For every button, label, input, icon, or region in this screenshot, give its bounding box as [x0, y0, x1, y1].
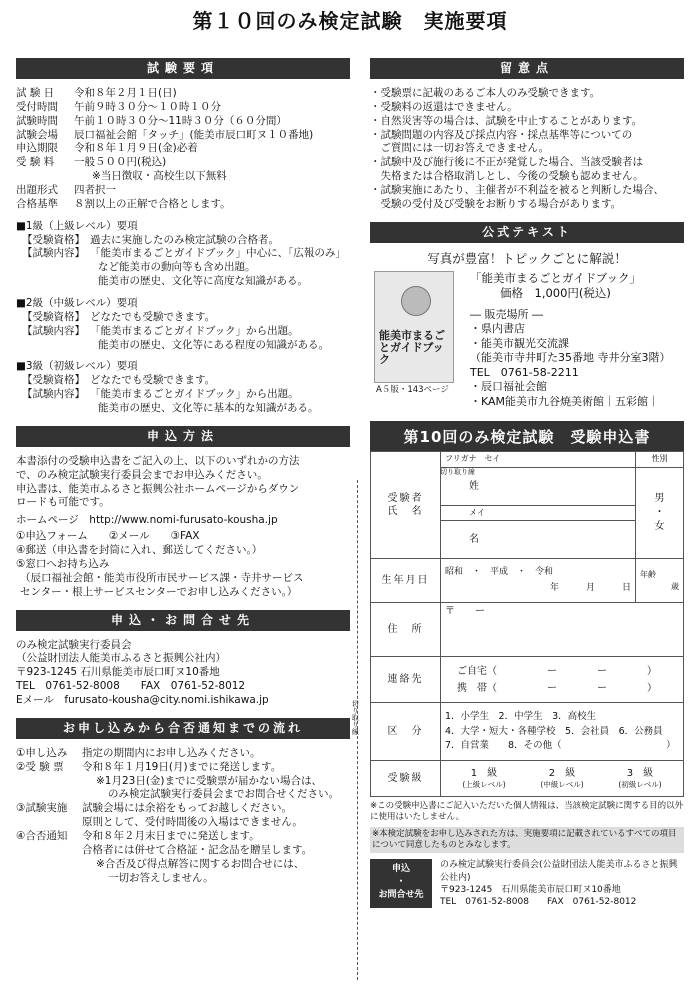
exam-row — [16, 184, 350, 198]
notice-item: ・受験料の返還はできません。 — [370, 100, 518, 113]
flow-row — [16, 761, 350, 775]
levels-section — [16, 220, 350, 416]
content-label — [16, 339, 90, 353]
age-field[interactable] — [636, 559, 684, 603]
footer-text — [432, 859, 684, 908]
level-qual — [16, 234, 350, 248]
apply-methods — [16, 530, 350, 599]
content-label: 【試験内容】 — [22, 324, 85, 337]
exam-key: 出題形式 — [16, 184, 58, 197]
level-option-label: 3 級 — [626, 768, 654, 780]
flow-value: 指定の期間内にお申し込みください。 — [82, 746, 261, 759]
mei-field[interactable] — [441, 521, 636, 559]
content-label — [16, 402, 90, 416]
flow-value: ※合否及び得点解答に関するお問合せには、 — [96, 857, 305, 870]
mascot-icon — [401, 286, 431, 316]
level-option[interactable] — [618, 767, 661, 790]
apply-method: センター・根上サービスセンターでお申し込みください。） — [20, 585, 298, 598]
level-qual — [16, 311, 350, 325]
category-option: 4．大学・短大・各種学校 5．会社員 6．公務員 — [445, 725, 663, 737]
notice-item: ・自然災害等の場合は、試験を中止することがあります。 — [370, 114, 643, 127]
gender-label: 性別 — [636, 452, 684, 468]
notice-item: ・試験問題の内容及び採点内容・採点基準等についての — [370, 128, 633, 141]
exam-table — [16, 87, 350, 212]
footer-line: 〒923-1245 石川県能美市辰口町ヌ10番地 — [440, 884, 621, 895]
content-label — [16, 261, 90, 275]
flow-value: 令和８年１月19日(月)までに発送します。 — [82, 760, 282, 773]
flow-key — [16, 775, 82, 789]
exam-row — [16, 156, 350, 170]
exam-key: 試験時間 — [16, 114, 58, 127]
content-text: 「能美市まるごとガイドブック」から出題。 — [90, 324, 299, 337]
sales-item: ・能美市観光交流課 — [470, 336, 569, 350]
flow-row — [16, 816, 350, 830]
level-option-label: 1 級 — [470, 768, 498, 780]
apply-line: で、のみ検定試験実行委員会までお申込みください。 — [16, 468, 268, 481]
level-content — [16, 339, 350, 353]
form-title: 第10回のみ検定試験 受験申込書 — [370, 421, 684, 451]
level-option-sub: (中級レベル) — [540, 780, 584, 790]
apply-line: 申込書は、能美市ふるさと振興公社ホームページからダウン — [16, 482, 300, 495]
homepage-link[interactable]: ホームページ http://www.nomi-furusato-kousha.jp — [16, 514, 278, 527]
exam-row — [16, 170, 350, 184]
address-field[interactable] — [441, 603, 684, 657]
notice-item: ・受験票に記載のあるご本人のみ受験できます。 — [370, 87, 601, 99]
contact-line: のみ検定試験実行委員会 — [16, 638, 132, 651]
exam-value: 午前９時３０分～１０時１０分 — [74, 100, 221, 113]
exam-key — [16, 170, 74, 184]
flow-row — [16, 802, 350, 816]
category-option: 7．自営業 8．その他（ ） — [445, 739, 676, 751]
level-content — [16, 247, 350, 261]
flow-value: のみ検定試験実行委員会までお問合せください。 — [108, 788, 339, 801]
apply-method: （辰口福祉会館・能美市役所市民サービス課・寺井サービス — [20, 571, 304, 584]
exam-value: 令和８年１月９日(金)必着 — [74, 142, 198, 155]
sales-item: ・KAM能美市九谷焼美術館｜五彩館｜ — [470, 394, 660, 408]
exam-key: 合格基準 — [16, 197, 58, 210]
exam-value: 午前１０時３０分～11時３０分（６０分間） — [74, 114, 287, 127]
qual-text: どなたでも受験できます。 — [90, 310, 216, 323]
exam-value: ８割以上の正解で合格とします。 — [74, 197, 231, 210]
flow-row — [16, 775, 350, 789]
apply-text — [16, 455, 350, 510]
flow-table — [16, 747, 350, 886]
mei-label: メイ — [441, 505, 636, 521]
category-option: 1．小学生 2．中学生 3．高校生 — [445, 711, 597, 723]
birth-eras: 昭和 ・ 平成 ・ 令和 — [445, 566, 554, 577]
footer-line: TEL 0761-52-8008 FAX 0761-52-8012 — [440, 896, 637, 907]
sei-kanji: 姓 — [469, 480, 479, 492]
book-price: 価格 1,000円(税込) — [500, 286, 611, 301]
contact-label: 連絡先 — [371, 657, 441, 703]
flow-key — [16, 844, 82, 858]
flow-key — [16, 858, 82, 872]
level-content — [16, 325, 350, 339]
content-text: など能美市の動向等も含め出題。 — [98, 261, 256, 274]
exam-value: 令和８年２月１日(日) — [74, 87, 177, 99]
apply-method: ④郵送（申込書を封筒に入れ、郵送してください。） — [16, 544, 263, 557]
flow-row — [16, 872, 350, 886]
content-text: 「能美市まるごとガイドブック」から出題。 — [90, 388, 299, 401]
furigana-label: フリガナ — [445, 454, 477, 464]
flow-key: ④合否通知 — [16, 829, 68, 842]
book-cover-title: 能美市まるごとガイドブック — [379, 329, 445, 367]
flow-row — [16, 844, 350, 858]
level-option[interactable] — [540, 767, 583, 790]
category-field[interactable] — [441, 703, 684, 761]
flow-row — [16, 747, 350, 761]
sales-item: TEL 0761-58-2211 — [470, 365, 579, 379]
contact-line: TEL 0761-52-8008 FAX 0761-52-8012 — [16, 680, 246, 693]
birth-ymd: 年 月 日 — [549, 582, 631, 593]
flow-key: ①申し込み — [16, 746, 68, 759]
book-caption: A５版・143ページ — [376, 385, 449, 396]
content-label: 【試験内容】 — [22, 388, 85, 401]
contact-line: （公益財団法人能美市ふるさと振興公社内） — [16, 652, 226, 665]
birth-label: 生年月日 — [371, 559, 441, 603]
content-label: 【試験内容】 — [22, 247, 85, 260]
notice-item: 失格または合格取消しとし、今後の受験も認めません。 — [370, 170, 644, 183]
qual-label: 【受験資格】 — [22, 233, 85, 246]
birth-field[interactable] — [441, 559, 636, 603]
content-text: 能美市の歴史、文化等にある程度の知識がある。 — [98, 338, 329, 351]
contact-header: 申込・お問合せ先 — [16, 610, 350, 631]
footer-tag: 申込 ・ お問合せ先 — [370, 859, 432, 908]
sales-list — [470, 322, 684, 409]
flow-row — [16, 788, 350, 802]
sei-label: セイ — [484, 454, 501, 464]
flow-header: お申し込みから合否通知までの流れ — [16, 718, 350, 739]
exam-row — [16, 115, 350, 129]
exam-value: ※当日徴収・高校生以下無料 — [92, 170, 227, 183]
right-column — [370, 58, 684, 908]
qual-text: 過去に実施したのみ検定試験の合格者。 — [90, 233, 279, 246]
notice-item: 受験の受付及び受験をお断りする場合があります。 — [370, 197, 622, 210]
level-option-sub: (初級レベル) — [618, 780, 662, 790]
flow-key — [16, 872, 82, 886]
exam-row — [16, 101, 350, 115]
level-option-label: 2 級 — [548, 768, 576, 780]
level-label: 受験級 — [371, 761, 441, 797]
mobile-tel[interactable]: 携 帯（ ー ー ） — [457, 682, 657, 694]
exam-key: 受 験 料 — [16, 156, 55, 169]
furigana-cell — [441, 452, 636, 468]
sales-item: （能美市寺井町た35番地 寺井分室3階） — [470, 351, 671, 365]
gender-field[interactable]: 男 ・ 女 — [636, 467, 684, 559]
apply-method: ①申込フォーム ②メール ③FAX — [16, 530, 200, 543]
notice-list — [370, 87, 684, 212]
sales-item: ・辰口福祉会館 — [470, 380, 547, 394]
cut-label-vertical: 切り取り線 — [351, 700, 360, 735]
book-name: 「能美市まるごとガイドブック」 — [470, 271, 642, 286]
level-heading: ■1級（上級レベル）要項 — [16, 219, 138, 232]
book-info — [454, 271, 684, 409]
apply-line: ロードも可能です。 — [16, 496, 110, 509]
apply-header: 申込方法 — [16, 426, 350, 447]
level-content — [16, 261, 350, 275]
flow-value: 一切お答えしません。 — [108, 871, 214, 884]
level-block — [16, 220, 350, 289]
flow-value: 原則として、受付時間後の入場はできません。 — [82, 816, 303, 829]
mei-kanji: 名 — [469, 534, 479, 546]
exam-key: 試 験 日 — [16, 87, 55, 99]
postal-code: 〒 ー — [445, 606, 485, 618]
home-tel[interactable]: ご自宅（ ー ー ） — [457, 665, 657, 677]
flow-row — [16, 830, 350, 844]
age-unit: 歳 — [671, 581, 679, 591]
level-heading: ■2級（中級レベル）要項 — [16, 297, 138, 310]
contact-line: Eメール furusato-kousha@city.nomi.ishikawa.jp — [16, 693, 269, 706]
level-content — [16, 388, 350, 402]
apply-line: 本書添付の受験申込書をご記入の上、以下のいずれかの方法 — [16, 454, 300, 467]
footer-line: のみ検定試験実行委員会(公益財団法人能美市ふるさと振興公社内) — [440, 860, 678, 883]
notice-item: ご質問には一切お答えできません。 — [370, 142, 550, 155]
exam-value: 辰口福祉会館「タッチ」(能美市辰口町ヌ１０番地) — [74, 128, 314, 141]
exam-value: 一般５００円(税込) — [74, 156, 167, 169]
form-footer — [370, 859, 684, 908]
qual-text: どなたでも受験できます。 — [90, 374, 216, 387]
left-column — [16, 58, 350, 885]
textbook-header: 公式テキスト — [370, 222, 684, 243]
textbook-block — [370, 271, 684, 409]
exam-key: 受付時間 — [16, 100, 58, 113]
flow-value: ※1月23日(金)までに受験票が届かない場合は、 — [96, 774, 323, 787]
qual-label: 【受験資格】 — [22, 310, 85, 323]
exam-value: 四者択一 — [74, 184, 116, 197]
level-content — [16, 275, 350, 289]
exam-row — [16, 198, 350, 212]
notice-item: ・試験中及び施行後に不正が発覚した場合、当該受験者は — [370, 156, 643, 169]
content-text: 能美市の歴史、文化等に高度な知識がある。 — [98, 275, 308, 288]
notice-item: ・試験実施にあたり、主催者が不利益を被ると判断した場合、 — [370, 184, 664, 197]
contact-text — [16, 639, 350, 708]
sales-item: ・県内書店 — [470, 322, 525, 336]
level-content — [16, 402, 350, 416]
address-label: 住 所 — [371, 603, 441, 657]
level-heading: ■3級（初級レベル）要項 — [16, 360, 138, 373]
content-text: 能美市の歴史、文化等に基本的な知識がある。 — [98, 402, 319, 415]
exam-key: 申込期限 — [16, 142, 58, 155]
age-label: 年齢 — [640, 569, 656, 579]
exam-row — [16, 142, 350, 156]
notice-header: 留意点 — [370, 58, 684, 79]
apply-method: ⑤窓口へお持ち込み — [16, 557, 110, 570]
category-label: 区 分 — [371, 703, 441, 761]
level-block — [16, 360, 350, 415]
page-title: 第１０回のみ検定試験 実施要項 — [192, 9, 508, 33]
level-field[interactable] — [441, 761, 684, 797]
form-notes — [370, 801, 684, 853]
exam-row — [16, 129, 350, 143]
content-label — [16, 275, 90, 289]
flow-value: 令和８年２月末日までに発送します。 — [82, 829, 260, 842]
level-block — [16, 297, 350, 352]
flow-key: ②受 験 票 — [16, 760, 64, 773]
level-qual — [16, 374, 350, 388]
level-option[interactable] — [462, 767, 505, 790]
name-label: 受験者 氏 名 — [371, 452, 441, 559]
privacy-note: ※この受験申込書にご記入いただいた個人情報は、当該検定試験に関する目的以外に使用はいたしません。 — [370, 801, 684, 823]
level-option-sub: (上級レベル) — [462, 780, 506, 790]
exam-row — [16, 87, 350, 101]
qual-label: 【受験資格】 — [22, 374, 85, 387]
sales-heading: ― 販売場所 ― — [470, 307, 543, 321]
exam-key: 試験会場 — [16, 128, 58, 141]
flow-value: 試験会場には余裕をもってお越しください。 — [82, 802, 292, 815]
contact-line: 〒923-1245 石川県能美市辰口町ヌ10番地 — [16, 666, 220, 679]
consent-note: ※本検定試験をお申し込みされた方は、実施要項に記載されているすべての項目について同意したものとみなします。 — [370, 827, 684, 853]
exam-header: 試験要項 — [16, 58, 350, 79]
textbook-tagline: 写真が豊富！トピックごとに解説！ — [427, 250, 627, 266]
flow-key — [16, 816, 82, 830]
book-cover — [374, 271, 454, 383]
contact-field[interactable] — [441, 657, 684, 703]
flow-key: ③試験実施 — [16, 802, 68, 815]
application-form — [370, 451, 684, 797]
cut-label-horizontal: 切り取り線 — [440, 468, 475, 476]
flow-row — [16, 858, 350, 872]
content-text: 「能美市まるごとガイドブック」中心に、「広報のみ」 — [90, 247, 346, 260]
flow-key — [16, 788, 82, 802]
flow-value: 合格者には併せて合格証・記念品を贈呈します。 — [82, 843, 313, 856]
